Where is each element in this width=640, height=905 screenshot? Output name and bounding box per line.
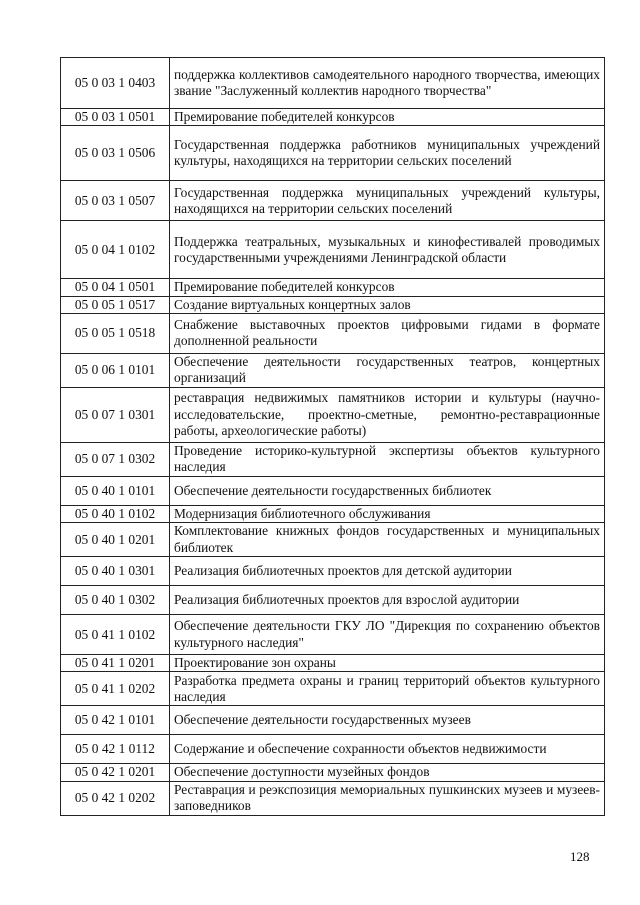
code-cell: 05 0 41 1 0201 [61,655,170,672]
code-cell: 05 0 05 1 0517 [61,296,170,313]
description-cell: Разработка предмета охраны и границ территорий объектов культурного наследия [170,672,605,706]
description-cell: Государственная поддержка работников муниципальных учреждений культуры, находящихся на территории сельских поселений [170,126,605,181]
code-cell: 05 0 07 1 0302 [61,442,170,476]
table-row [61,279,605,296]
table-row [61,557,605,586]
code-cell: 05 0 03 1 0403 [61,58,170,109]
code-cell: 05 0 40 1 0301 [61,557,170,586]
code-cell: 05 0 05 1 0518 [61,313,170,353]
page-number: 128 [570,849,590,864]
description-cell: Обеспечение доступности музейных фондов [170,764,605,781]
table-row [61,672,605,706]
code-cell: 05 0 04 1 0501 [61,279,170,296]
table-row [61,781,605,815]
table-row [61,442,605,476]
description-cell: Комплектование книжных фондов государственных и муниципальных библиотек [170,523,605,557]
code-cell: 05 0 04 1 0102 [61,221,170,279]
code-cell: 05 0 03 1 0507 [61,181,170,221]
table-row [61,58,605,109]
description-cell: Создание виртуальных концертных залов [170,296,605,313]
description-cell: Содержание и обеспечение сохранности объектов недвижимости [170,735,605,764]
code-cell: 05 0 42 1 0112 [61,735,170,764]
table-row [61,126,605,181]
code-cell: 05 0 41 1 0102 [61,615,170,655]
table-row [61,181,605,221]
table-row [61,523,605,557]
description-cell: Обеспечение деятельности государственных театров, концертных организаций [170,353,605,387]
table-row [61,296,605,313]
description-cell: поддержка коллективов самодеятельного народного творчества, имеющих звание "Заслуженный коллектив народного творчества" [170,58,605,109]
code-cell: 05 0 40 1 0102 [61,505,170,522]
description-cell: Обеспечение деятельности государственных музеев [170,706,605,735]
table-row [61,387,605,442]
code-cell: 05 0 06 1 0101 [61,353,170,387]
description-cell: реставрация недвижимых памятников истории и культуры (научно-исследовательские, проектно-сметные, ремонтно-реставрационные работы, археологические работы) [170,387,605,442]
description-cell: Снабжение выставочных проектов цифровыми гидами в формате дополненной реальности [170,313,605,353]
table-row [61,476,605,505]
table-row [61,764,605,781]
table-row [61,221,605,279]
table-row [61,586,605,615]
table-row [61,505,605,522]
code-cell: 05 0 40 1 0101 [61,476,170,505]
code-cell: 05 0 40 1 0201 [61,523,170,557]
description-cell: Реставрация и реэкспозиция мемориальных пушкинских музеев и музеев-заповедников [170,781,605,815]
code-cell: 05 0 40 1 0302 [61,586,170,615]
table-row [61,735,605,764]
table-row [61,313,605,353]
description-cell: Премирование победителей конкурсов [170,109,605,126]
table-row [61,615,605,655]
table-row [61,706,605,735]
code-cell: 05 0 42 1 0201 [61,764,170,781]
code-cell: 05 0 41 1 0202 [61,672,170,706]
description-cell: Проведение историко-культурной экспертизы объектов культурного наследия [170,442,605,476]
description-cell: Реализация библиотечных проектов для взрослой аудитории [170,586,605,615]
code-cell: 05 0 03 1 0506 [61,126,170,181]
budget-code-table [60,57,605,816]
description-cell: Реализация библиотечных проектов для детской аудитории [170,557,605,586]
description-cell: Обеспечение деятельности государственных библиотек [170,476,605,505]
code-cell: 05 0 42 1 0101 [61,706,170,735]
description-cell: Проектирование зон охраны [170,655,605,672]
code-cell: 05 0 03 1 0501 [61,109,170,126]
description-cell: Обеспечение деятельности ГКУ ЛО "Дирекция по сохранению объектов культурного наследия" [170,615,605,655]
code-cell: 05 0 42 1 0202 [61,781,170,815]
description-cell: Премирование победителей конкурсов [170,279,605,296]
table-row [61,353,605,387]
table-row [61,655,605,672]
description-cell: Государственная поддержка муниципальных учреждений культуры, находящихся на территории сельских поселений [170,181,605,221]
table-row [61,109,605,126]
description-cell: Модернизация библиотечного обслуживания [170,505,605,522]
description-cell: Поддержка театральных, музыкальных и кинофестивалей проводимых государственными учреждениями Ленинградской области [170,221,605,279]
code-cell: 05 0 07 1 0301 [61,387,170,442]
